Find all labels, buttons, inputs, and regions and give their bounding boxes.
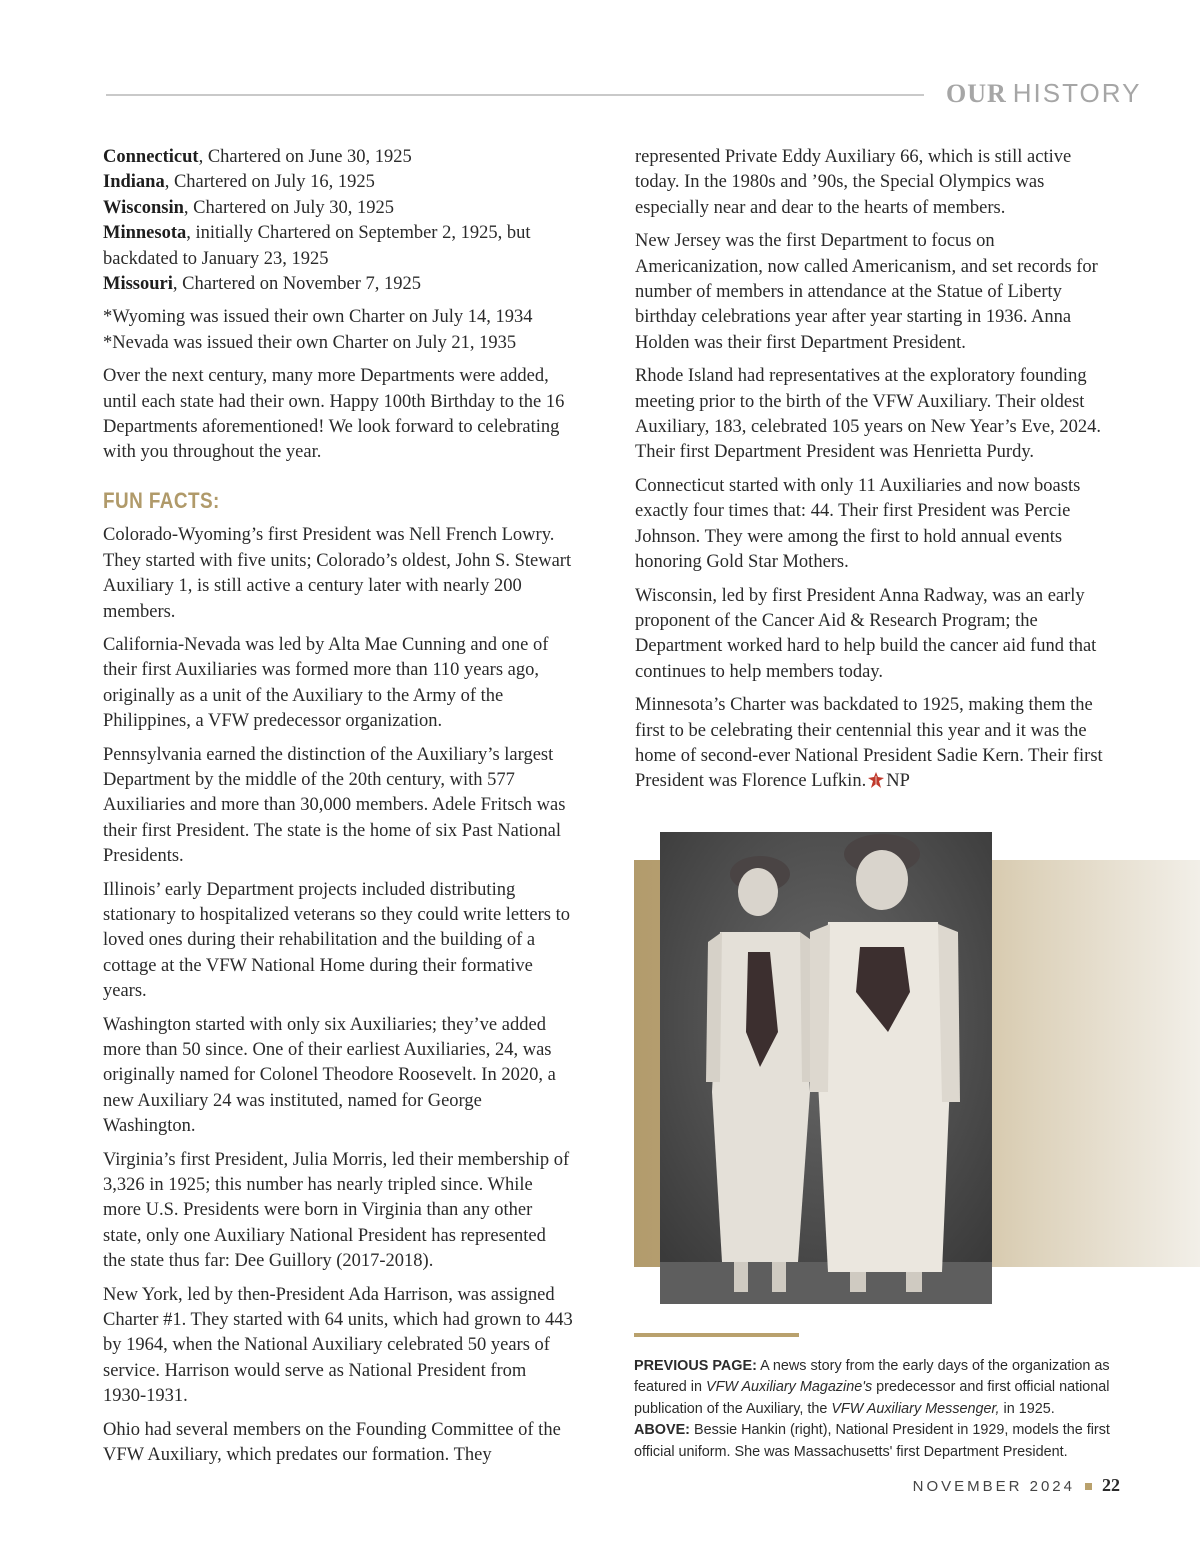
charter-item	[103, 145, 573, 170]
header-rule	[106, 94, 924, 96]
body-paragraph: Rhode Island had representatives at the exploratory founding meeting prior to the birth of the VFW Auxiliary. Their oldest Auxiliary, 183, celebrated 105 years on New Year’s Eve, 2024. Their first Department President was Henrietta Purdy.	[635, 366, 1101, 463]
charter-state: Missouri	[103, 274, 173, 295]
maple-cross-icon	[868, 772, 884, 788]
body-paragraph: New Jersey was the first Department to focus on Americanization, now called Americanism, and set records for number of members in attendance at the Statue of Liberty birthday celebrations year after year starting in 1936. Anna Holden was their first Department President.	[635, 231, 1098, 353]
caption-label-previous: PREVIOUS PAGE:	[634, 1358, 757, 1374]
charter-list	[103, 145, 573, 297]
left-column	[103, 145, 573, 1477]
closing-text: Minnesota’s Charter was backdated to 1925, making them the first to be celebrating their centennial this year and it was the home of second-ever National President Sadie Kern. Their first President was Florence Lufkin.	[635, 695, 1103, 792]
charter-state: Indiana	[103, 172, 165, 193]
fact-paragraph: Virginia’s first President, Julia Morris, led their membership of 3,326 in 1925; this number has nearly tripled since. While more U.S. Presidents were born in Virginia than any other state, only one Auxiliary National President has represented the state thus far: Dee Guillory (2017-2018).	[103, 1149, 570, 1272]
charter-item	[103, 170, 573, 195]
intro-paragraph: Over the next century, many more Departments were added, until each state had their own. Happy 100th Birthday to the 16 Departments aforementioned! We look forward to celebrating with you throughout the year.	[103, 366, 565, 463]
charter-item	[103, 221, 573, 272]
fun-facts-heading: FUN FACTS:	[103, 487, 220, 513]
charter-item	[103, 272, 573, 297]
section-title-strong: OUR	[946, 79, 1007, 108]
fact-paragraph: Colorado-Wyoming’s first President was Nell French Lowry. They started with five units; Colorado’s oldest, John S. Stewart Auxiliary 1, is still active a century later with nearly 200 members.	[103, 525, 572, 622]
right-column	[635, 145, 1105, 803]
body-paragraph: represented Private Eddy Auxiliary 66, which is still active today. In the 1980s and ’90s, the Special Olympics was especially near and dear to the hearts of members.	[635, 147, 1072, 218]
page-number: 22	[1102, 1475, 1120, 1495]
fact-paragraph: New York, led by then-President Ada Harrison, was assigned Charter #1. They started with 64 units, which had grown to 443 by 1964, when the National Auxiliary celebrated 50 years of service. Harrison would serve as National President from 1930-1931.	[103, 1284, 573, 1407]
photo-caption	[634, 1356, 1114, 1463]
charter-note: *Nevada was issued their own Charter on July 21, 1935	[103, 332, 517, 353]
caption-italic: VFW Auxiliary Magazine's	[706, 1379, 873, 1396]
fact-paragraph: Washington started with only six Auxiliaries; they’ve added more than 50 since. One of their earliest Auxiliaries, 24, was originally named for Colonel Theodore Roosevelt. In 2020, a new Auxiliary 24 was instituted, named for George Washington.	[103, 1014, 556, 1137]
charter-item	[103, 196, 573, 221]
fact-paragraph: Illinois’ early Department projects included distributing stationary to hospitalized veterans so they could write letters to loved ones during their rehabilitation and the building of a cottage at the VFW National Home during their formative years.	[103, 879, 570, 1002]
footer-separator	[1085, 1483, 1092, 1490]
charter-text: , Chartered on November 7, 1925	[172, 274, 422, 295]
caption-rule	[634, 1333, 799, 1337]
section-title-light: HISTORY	[1012, 78, 1142, 108]
historic-photo	[660, 832, 992, 1304]
page-footer	[913, 1475, 1120, 1496]
charter-text: , Chartered on July 30, 1925	[183, 197, 395, 218]
caption-italic: VFW Auxiliary Messenger,	[831, 1400, 1000, 1417]
section-title	[946, 78, 1141, 109]
charter-state: Wisconsin	[103, 197, 184, 218]
charter-text: , Chartered on July 16, 1925	[164, 172, 375, 193]
fact-paragraph: Ohio had several members on the Founding Committee of the VFW Auxiliary, which predates our formation. They	[103, 1419, 561, 1466]
caption-text: in 1925.	[999, 1400, 1055, 1417]
caption-text: predecessor and first official national publication of the Auxiliary, the	[634, 1379, 1110, 1417]
caption-text: Bessie Hankin (right), National President in 1929, models the first official uniform. She was Massachusetts' first Department President.	[634, 1422, 1110, 1460]
caption-text: A news story from the early days of the organization as featured in	[634, 1358, 1110, 1396]
body-paragraph: Connecticut started with only 11 Auxiliaries and now boasts exactly four times that: 44. Their first President was Percie Johnson. They were among the first to hold annual events honoring Gold Star Mothers.	[635, 475, 1081, 573]
closing-paragraph	[635, 693, 1105, 795]
charter-note: *Wyoming was issued their own Charter on July 14, 1934	[103, 307, 533, 328]
charter-text: , initially Chartered on September 2, 1925, but backdated to January 23, 1925	[103, 223, 531, 269]
issue-date: NOVEMBER 2024	[912, 1478, 1075, 1495]
charter-state: Minnesota	[103, 223, 187, 244]
charter-text: , Chartered on June 30, 1925	[198, 147, 412, 167]
charter-state: Connecticut	[103, 147, 199, 167]
fact-paragraph: Pennsylvania earned the distinction of the Auxiliary’s largest Department by the middle of the 20th century, with 577 Auxiliaries and more than 30,000 members. Adele Fritsch was their first President. The state is the home of six Past National Presidents.	[103, 744, 566, 867]
photo-illustration	[660, 832, 992, 1304]
fact-paragraph: California-Nevada was led by Alta Mae Cunning and one of their first Auxiliaries was formed more than 110 years ago, originally as a unit of the Auxiliary to the Army of the Philippines, a VFW predecessor organization.	[103, 634, 549, 732]
byline: NP	[886, 771, 910, 792]
body-paragraph: Wisconsin, led by first President Anna Radway, was an early proponent of the Cancer Aid & Research Program; the Department worked hard to help build the cancer aid fund that continues to help members today.	[635, 585, 1097, 682]
caption-label-above: ABOVE:	[634, 1422, 690, 1439]
charter-notes	[103, 305, 573, 356]
